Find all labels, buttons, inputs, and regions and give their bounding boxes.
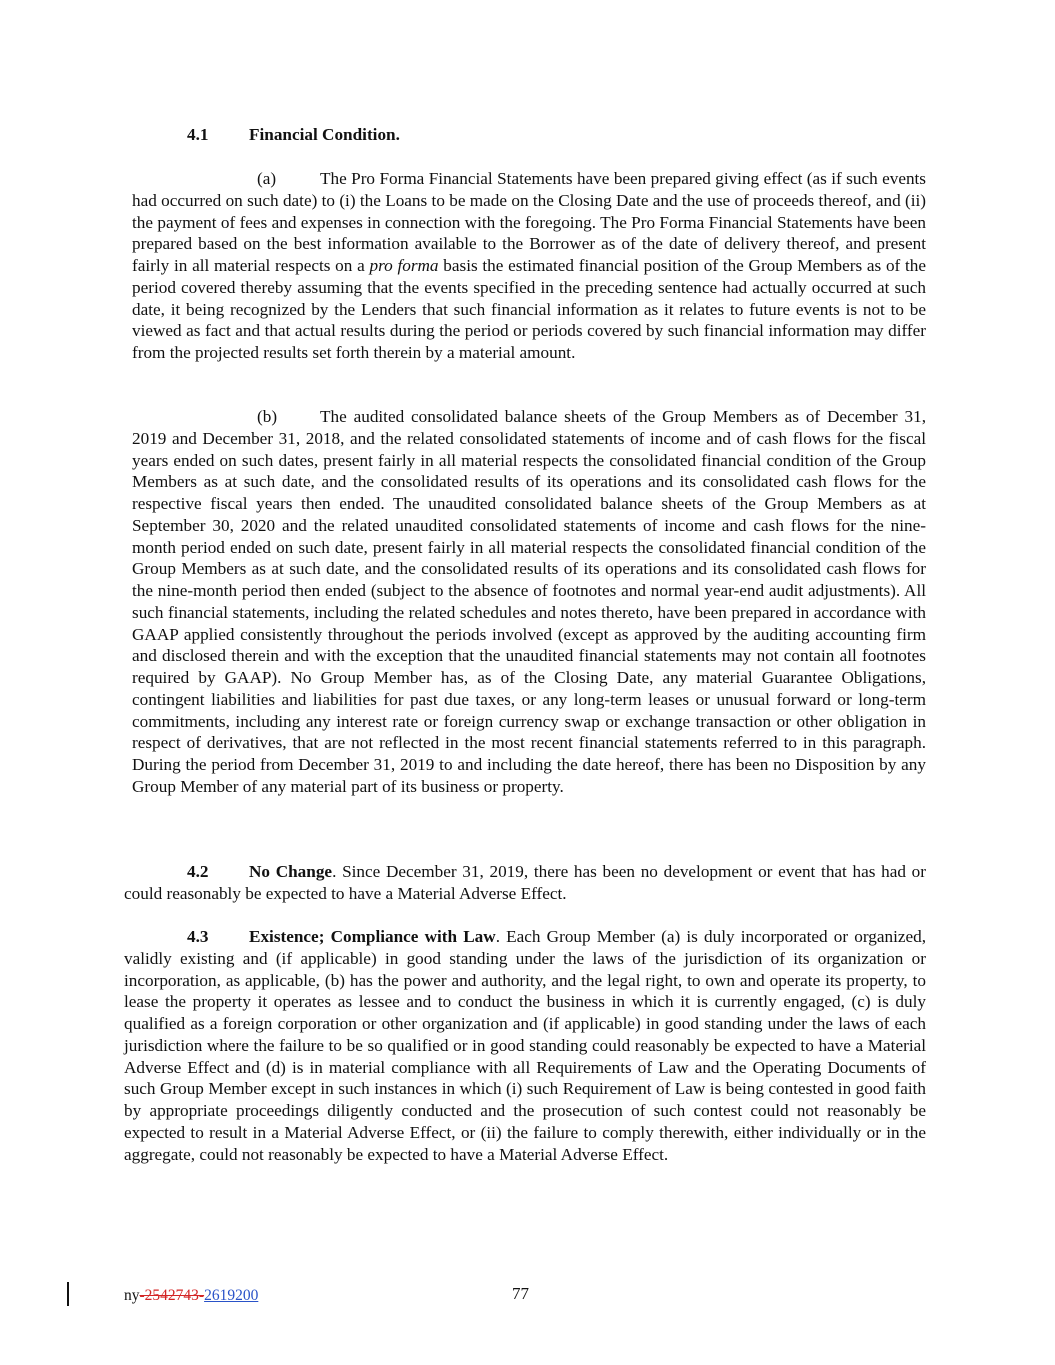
paragraph-4-1-a-text-1: The Pro Forma Financial Statements have been prepared giving effect (as if such events had occurred on such date) to (i) the Loans to be made on the Closing Date and the use of proceeds thereof, and (ii) the payment of fees and expenses in connection with the foregoing. The Pro Forma Financial Statements have been prepared based on the best information available to the Borrower as of the date of delivery thereof, and present fairly in all material respects on a [132, 169, 926, 275]
section-4-1-heading [187, 124, 400, 146]
change-bar [67, 1282, 69, 1306]
section-4-2-title: No Change [249, 862, 333, 881]
section-4-1-title: Financial Condition. [249, 125, 400, 144]
paragraph-4-1-b-text: The audited consolidated balance sheets of the Group Members as of December 31, 2019 and December 31, 2018, and the related consolidated statements of income and of cash flows for the fiscal years ended on such dates, present fairly in all material respects the consolidated financial condition of the Group Members as at such date, and the consolidated results of its operations and its consolidated cash flows for the respective fiscal years then ended. The unaudited consolidated balance sheets of the Group Members as at September 30, 2020 and the related unaudited consolidated statements of income and cash flows for the nine-month period ended on such date, present fairly in all material respects the consolidated financial condition of the Group Members as at such date, and the consolidated results of its operations and its consolidated cash flows for the nine-month period then ended (subject to the absence of footnotes and normal year-end audit adjustments). All such financial statements, including the related schedules and notes thereto, have been prepared in accordance with GAAP applied consistently throughout the periods involved (except as approved by the auditing accounting firm and disclosed therein and with the exception that the unaudited financial statements may not contain all footnotes required by GAAP). No Group Member has, as of the Closing Date, any material Guarantee Obligations, contingent liabilities and liabilities for past due taxes, or any long-term leases or unusual forward or long-term commitments, including any interest rate or foreign currency swap or exchange transaction or other obligation in respect of derivatives, that are not reflected in the most recent financial statements referred to in this paragraph. During the period from December 31, 2019 to and including the date hereof, there has been no Disposition by any Group Member of any material part of its business or property. [132, 407, 926, 796]
section-4-2-number: 4.2 [187, 862, 209, 881]
section-4-3-title: Existence; Compliance with Law [249, 927, 496, 946]
deleted-document-id: -2542743- [139, 1287, 205, 1304]
section-4-3-text: . Each Group Member (a) is duly incorporated or organized, validly existing and (if applicable) in good standing under the laws of the jurisdiction of its organization or incorporation, as applicable, (b) has the power and authority, and the legal right, to own and operate its property, to lease the property it operates as lessee and to conduct the business in which it is currently engaged, (c) is duly qualified as a foreign corporation or other organization and (if applicable) in good standing under the laws of each jurisdiction where the failure to be so qualified or in good standing could reasonably be expected to have a Material Adverse Effect and (d) is in material compliance with all Requirements of Law and the Operating Documents of such Group Member except in such instances in which (i) such Requirement of Law is being contested in good faith by appropriate proceedings diligently conducted and the prosecution of such contest could not reasonably be expected to result in a Material Adverse Effect, or (ii) the failure to comply therewith, either individually or in the aggregate, could not reasonably be expected to have a Material Adverse Effect. [124, 927, 926, 1164]
section-4-2-text: . Since December 31, 2019, there has been no development or event that has had or could reasonably be expected to have a Material Adverse Effect. [124, 862, 926, 903]
section-4-2 [124, 861, 926, 905]
page-number: 77 [512, 1284, 529, 1303]
section-4-1-number: 4.1 [187, 125, 209, 144]
document-id [124, 1287, 258, 1305]
paragraph-4-1-a [132, 168, 926, 364]
pro-forma-italic: pro forma [369, 256, 439, 275]
paragraph-4-1-b [132, 406, 926, 798]
paragraph-4-1-a-label: (a) [257, 169, 277, 188]
inserted-document-id: 2619200 [204, 1287, 259, 1304]
section-4-3 [124, 926, 926, 1165]
section-4-3-number: 4.3 [187, 927, 209, 946]
paragraph-4-1-a-text-2: basis the estimated financial position of the Group Members as of the period covered thereby assuming that the events specified in the preceding sentence had actually occurred at such date, it being recognized by the Lenders that such financial information as it relates to future events is not to be viewed as fact and that actual results during the period or periods covered by such financial information may differ from the projected results set forth therein by a material amount. [132, 256, 927, 362]
document-id-prefix: ny [124, 1287, 140, 1304]
paragraph-4-1-b-label: (b) [257, 407, 278, 426]
